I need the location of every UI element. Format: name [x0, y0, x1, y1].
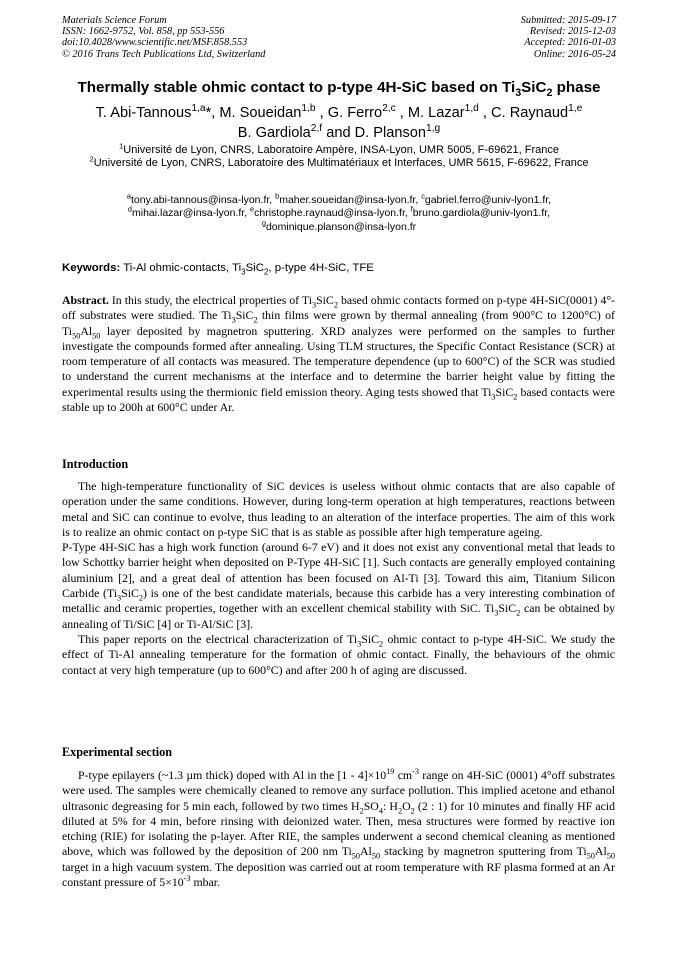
- email-link[interactable]: gabriel.ferro@univ-lyon1.fr,: [424, 194, 552, 206]
- email-link[interactable]: dominique.planson@insa-lyon.fr: [265, 220, 417, 233]
- doi-line: doi:10.4028/www.scientific.net/MSF.858.553: [62, 37, 248, 49]
- abstract: Abstract. In this study, the electrical properties of $Ti_3SiC_2$ based ohmic contacts formed on p-type 4H-SiC(0001) 4°-off substrates were studied. The $Ti_3SiC_2$ thin films were grown by thermal annealing (from 900°C to 1200°C) of $Ti_{50}Al_{50}$ layer deposited by magnetron sputtering. XRD analyzes were performed on the samples to further investigate the compounds formed after annealing. Using TLM structures, the Specific Contact Resistance (SCR) at room temperature of all contacts was measured. The temperature dependence (up to 600°C) of the SCR was studied to understand the current mechanisms at the interface and to determine the barrier height value by fitting the experimental results using the thermionic field emission theory. Aging tests showed that $Ti_3SiC_2$ based contacts were stable up to 200h at 600°C under Ar.: [62, 293, 615, 415]
- affiliation: $^2$Université de Lyon, CNRS, Laboratoire des Multimatériaux et Interfaces, UMR 5615, F-69622, France: [89, 154, 589, 170]
- journal-name: Materials Science Forum: [62, 15, 167, 26]
- journal-info: [62, 15, 265, 60]
- paper-title: Thermally stable ohmic contact to p-type 4H-SiC based on $Ti_3SiC_2$ phase: [77, 79, 601, 100]
- author-emails: $^a$tony.abi-tannous@insa-lyon.fr, $^b$maher.soueidan@insa-lyon.fr, $^c$gabriel.ferro@univ-lyon1.fr, $^d$mihai.lazar@insa-lyon.fr, $^e$christophe.raynaud@insa-lyon.fr, $^f$bruno.gardiola@univ-lyon1.fr, $^g$dominique.planson@insa-lyon.fr: [126, 191, 552, 233]
- email-link[interactable]: bruno.gardiola@univ-lyon1.fr,: [412, 207, 551, 220]
- paragraph: P-type epilayers (~1.3 µm thick) doped with Al in the $[1 - 4]\times 10^{19}$ $cm^{-3}$ range on 4H-SiC (0001) 4°off substrates were used. The samples were chemically cleaned to remove any surface pollution. This implied acetone and ethanol ultrasonic degreasing for 5 min each, followed by two times $H_2SO_4$: $H_2O_2$ (2 : 1) for 10 minutes and finally HF acid diluted at 5% for 4 min, before rinsing with deionized water. Then, mesa structures were formed by reactive ion etching (RIE) for isolating the p-layer. After RIE, the samples underwent a second chemical cleaning as mentioned above, which was followed by the deposition of 200 nm $Ti_{50}Al_{50}$ stacking by magnetron sputtering from $Ti_{50}Al_{50}$ target in a high vacuum system. The deposition was carried out at room temperature with RF plasma formed at an Ar constant pressure of $5\times 10^{-3}$ mbar.: [62, 767, 616, 890]
- issn-line: ISSN: 1662-9752, Vol. 858, pp 553-556: [62, 26, 225, 38]
- affiliation: $^1$Université de Lyon, CNRS, Laboratoire Ampère, INSA-Lyon, UMR 5005, F-69621, France: [118, 141, 559, 156]
- author: D. Planson: [354, 124, 427, 141]
- submitted-date: Submitted: 2015-09-17: [520, 15, 616, 26]
- email-link[interactable]: christophe.raynaud@insa-lyon.fr,: [254, 207, 411, 220]
- author-list: T. Abi-Tannous$^{1,a}$*, M. Soueidan$^{1,b}$ , G. Ferro$^{2,c}$ , M. Lazar$^{1,d}$ , C. Raynaud$^{1,e}$ B. Gardiola$^{2,f}$ and D. Planson$^{1,g}$: [95, 103, 583, 141]
- author: B. Gardiola: [237, 124, 311, 141]
- author: M. Lazar: [407, 105, 465, 121]
- publication-dates: [521, 15, 616, 60]
- accepted-date: Accepted: 2016-01-03: [524, 37, 616, 49]
- section-heading-introduction: Introduction: [62, 457, 129, 471]
- keywords-label: Keywords:: [62, 262, 121, 274]
- paragraph: P-Type 4H-SiC has a high work function (around 6-7 eV) and it does not exist any conventional metal that leads to low Schottky barrier height when deposited on P-Type 4H-SiC [1]. Such contacts are generally employed containing aluminium [2], and a great deal of attention has been focused on Al-Ti [3]. Toward this aim, Titanium Silicon Carbide $(Ti_3SiC_2)$ is one of the best candidate materials, because this carbide has a very interesting combination of metallic and ceramic properties, together with an excellent chemical stability with SiC. $Ti_3SiC_2$ can be obtained by annealing of Ti/SiC [4] or Ti-Al/SiC [3].: [62, 540, 615, 631]
- introduction-text: [62, 479, 615, 678]
- revised-date: Revised: 2015-12-03: [529, 26, 616, 38]
- author: M. Soueidan: [219, 105, 302, 121]
- author: G. Ferro: [327, 105, 383, 121]
- abstract-label: Abstract.: [62, 293, 109, 307]
- paragraph: The high-temperature functionality of SiC devices is useless without ohmic contacts that are also capable of operation under the same conditions. However, during long-term operation at high temperatures, reactions between metal and SiC can continue to evolve, thus leading to an alteration of the interface properties. The aim of this work is to realize an ohmic contact on p-type SiC that is as stable as possible after high temperature ageing.: [62, 479, 615, 539]
- author: T. Abi-Tannous: [95, 105, 192, 121]
- copyright-line: © 2016 Trans Tech Publications Ltd, Switzerland: [62, 48, 266, 60]
- experimental-text: [62, 768, 615, 890]
- email-link[interactable]: mihai.lazar@insa-lyon.fr,: [132, 207, 251, 220]
- section-heading-experimental: Experimental section: [62, 745, 173, 759]
- paragraph: This paper reports on the electrical characterization of $Ti_3SiC_2$ ohmic contact to p-type 4H-SiC. We study the effect of Ti-Al annealing temperature for the formation of ohmic contact. Finally, the behaviours of the ohmic contact at very high temperature (up to 600°C) and after 200 h of aging are discussed.: [62, 631, 615, 677]
- author: C. Raynaud: [491, 105, 569, 121]
- email-link[interactable]: maher.soueidan@insa-lyon.fr,: [279, 194, 422, 206]
- online-date: Online: 2016-05-24: [533, 48, 616, 60]
- affiliations: [40, 141, 638, 171]
- keywords: Keywords: Ti-Al ohmic-contacts, $Ti_3SiC_2$, p-type 4H-SiC, TFE: [62, 262, 374, 277]
- email-link[interactable]: tony.abi-tannous@insa-lyon.fr,: [130, 194, 276, 206]
